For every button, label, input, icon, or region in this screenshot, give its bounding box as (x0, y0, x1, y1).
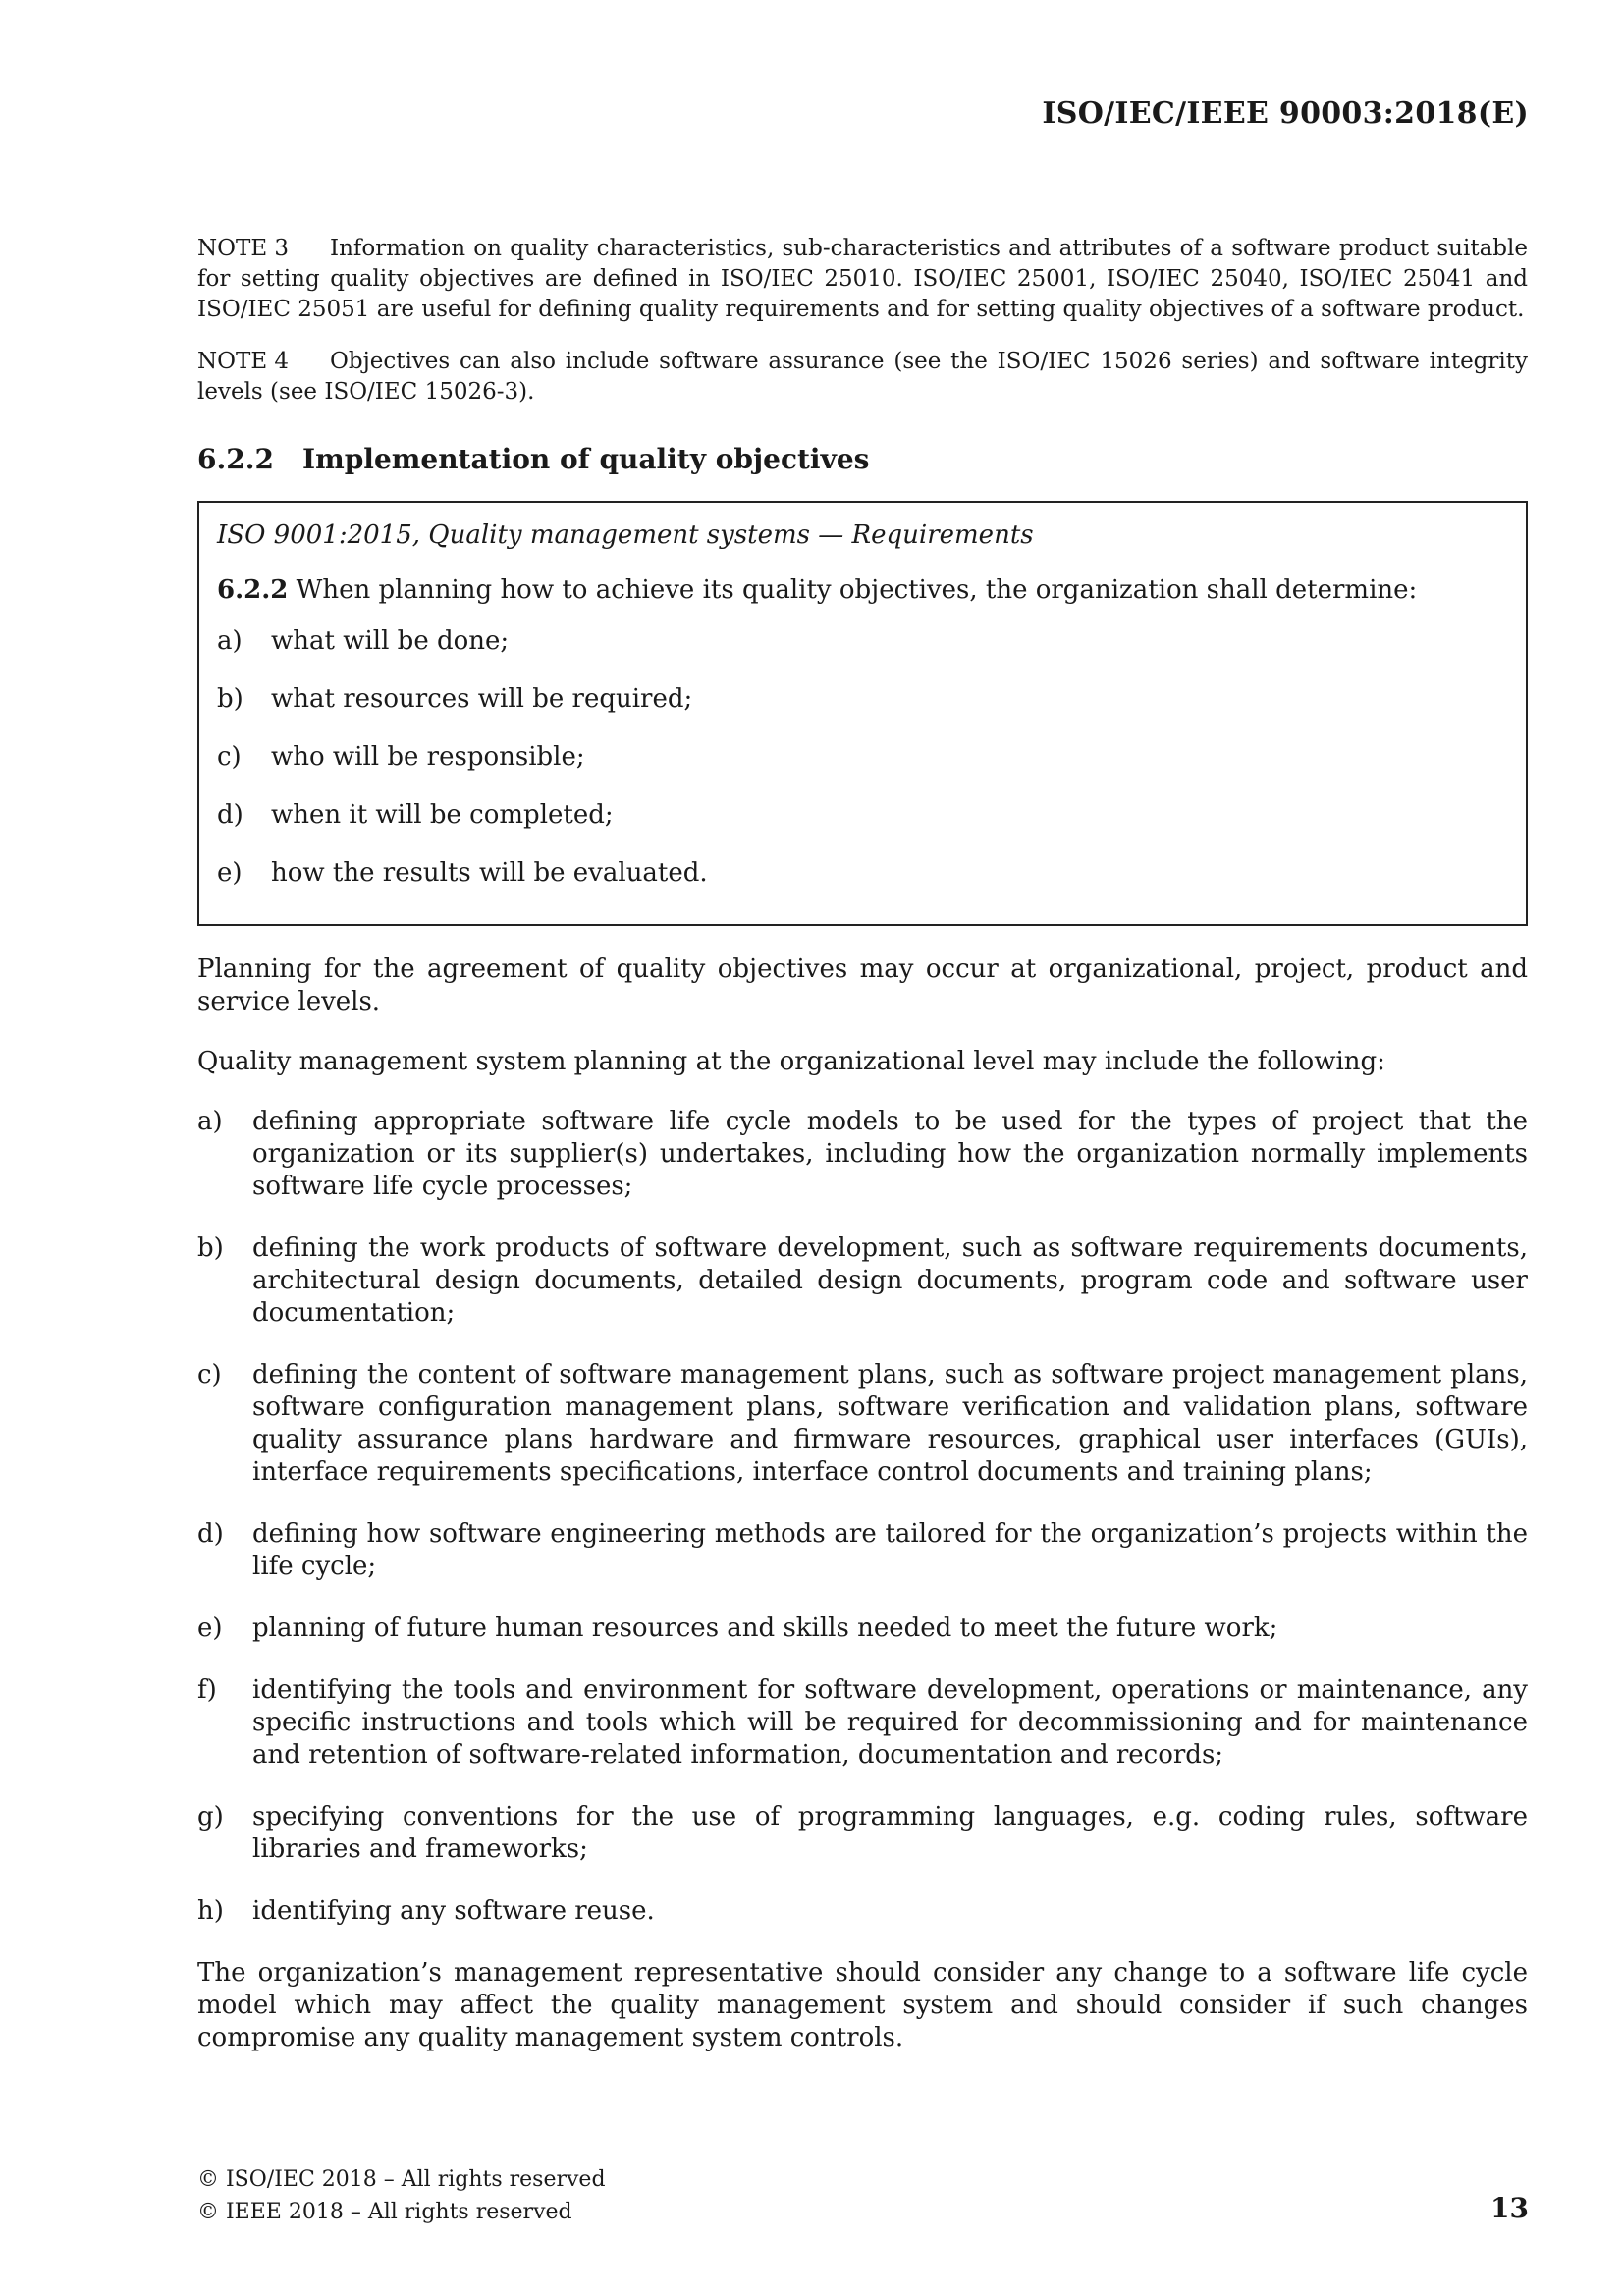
copyright-iso: © ISO/IEC 2018 – All rights reserved (197, 2167, 606, 2192)
item-letter: d) (197, 1519, 224, 1549)
list-item (217, 858, 1508, 888)
list-item (197, 1895, 1528, 1928)
document-id: ISO/IEC/IEEE 90003:2018(E) (1042, 96, 1529, 131)
item-text: what resources will be required; (271, 684, 693, 714)
item-text: who will be responsible; (271, 742, 585, 772)
item-text: when it will be completed; (271, 800, 614, 830)
list-item (197, 1106, 1528, 1203)
section-heading (197, 443, 1528, 475)
list-item (197, 1518, 1528, 1583)
list-item (217, 627, 1508, 656)
item-text: identifying any software reuse. (252, 1896, 655, 1926)
section-number: 6.2.2 (197, 443, 274, 475)
copyright-ieee: © IEEE 2018 – All rights reserved (197, 2200, 572, 2224)
list-item (217, 742, 1508, 772)
item-letter: b) (217, 684, 243, 714)
item-text: defining how software engineering methods are tailored for the organization’s projects within the life cycle; (252, 1519, 1528, 1581)
list-item (197, 1359, 1528, 1489)
item-letter: c) (197, 1360, 222, 1390)
quote-title: ISO 9001:2015, Quality management systems — Requirements (217, 520, 1034, 550)
paragraph-management-representative: The organization’s management representative should consider any change to a software life cycle model which may affect the quality management system and should consider if such changes compromise any quality management system controls. (197, 1958, 1528, 2052)
item-letter: e) (217, 858, 243, 888)
item-text: what will be done; (271, 627, 510, 656)
note-text: Information on quality characteristics, sub-characteristics and attributes of a software product suitable for setting quality objectives are defined in ISO/IEC 25010. ISO/IEC 25001, ISO/IEC 25040, ISO/IEC 25041 and ISO/IEC 25051 are useful for defining quality requirements and for setting quality objectives of a software product. (197, 236, 1528, 322)
item-letter: g) (197, 1802, 224, 1831)
quote-list (217, 627, 1508, 888)
quote-intro-text: When planning how to achieve its quality objectives, the organization shall determine: (296, 575, 1418, 605)
org-planning-list (197, 1106, 1528, 1928)
item-text: planning of future human resources and skills needed to meet the future work; (252, 1613, 1278, 1643)
item-text: how the results will be evaluated. (271, 858, 708, 888)
quoted-requirement-box (197, 501, 1528, 926)
paragraph-org-level-intro: Quality management system planning at the organizational level may include the following: (197, 1047, 1385, 1076)
item-letter: a) (217, 627, 243, 656)
item-text: specifying conventions for the use of programming languages, e.g. coding rules, software libraries and frameworks; (252, 1802, 1528, 1864)
note-text: Objectives can also include software assurance (see the ISO/IEC 15026 series) and software integrity levels (see ISO/IEC 15026-3). (197, 349, 1528, 405)
item-letter: d) (217, 800, 243, 830)
item-letter: a) (197, 1107, 223, 1136)
note-label: NOTE 4 (197, 349, 290, 374)
list-item (197, 1613, 1528, 1645)
copyright-footer (197, 2163, 606, 2228)
item-text: defining the work products of software development, such as software requirements documents, architectural design documents, detailed design documents, program code and software user documentation; (252, 1233, 1528, 1328)
item-text: identifying the tools and environment for software development, operations or maintenance, any specific instructions and tools which will be required for decommissioning and for maintenance and retention of software-related information, documentation and records; (252, 1675, 1528, 1770)
list-item (197, 1674, 1528, 1772)
item-letter: e) (197, 1613, 223, 1643)
quote-intro (217, 575, 1508, 605)
note-4 (197, 347, 1528, 408)
item-letter: f) (197, 1675, 217, 1705)
list-item (197, 1232, 1528, 1330)
item-letter: c) (217, 742, 242, 772)
page-content (197, 234, 1528, 2082)
note-label: NOTE 3 (197, 236, 290, 261)
item-letter: h) (197, 1896, 224, 1926)
item-letter: b) (197, 1233, 224, 1263)
note-3 (197, 234, 1528, 325)
item-text: defining the content of software management plans, such as software project management plans, software configuration management plans, software verification and validation plans, software quality assurance plans hardware and firmware resources, graphical user interfaces (GUIs), interface requirements specifications, interface control documents and training plans; (252, 1360, 1528, 1487)
page-number: 13 (1490, 2192, 1529, 2224)
paragraph-planning-levels: Planning for the agreement of quality objectives may occur at organizational, project, product and service levels. (197, 955, 1528, 1016)
list-item (197, 1801, 1528, 1866)
list-item (217, 684, 1508, 714)
quote-ref: 6.2.2 (217, 575, 289, 605)
section-title: Implementation of quality objectives (302, 443, 870, 475)
list-item (217, 800, 1508, 830)
item-text: defining appropriate software life cycle models to be used for the types of project that the organization or its supplier(s) undertakes, including how the organization normally implements software life cycle processes; (252, 1107, 1528, 1201)
